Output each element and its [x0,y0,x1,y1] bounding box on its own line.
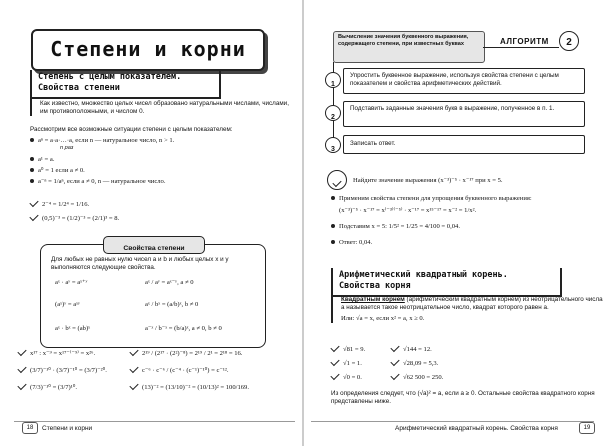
property-5: aˣ · bˣ = (ab)ˣ [55,325,91,332]
step-2 [325,101,590,129]
check-icon [129,381,138,390]
section-header [30,70,221,99]
task-text: Найдите значение выражения (x⁻³)⁻⁵ · x⁻¹⁷ при x = 5. [353,177,503,184]
root-example: √0 = 0. [331,374,362,382]
root-section-header [331,268,562,297]
intro-box [30,98,298,116]
intro-text: Как известно, множество целых чисел образовано натуральными числами, числами, им противоположными, и числом 0. [40,100,289,115]
page-number: 18 [22,422,38,434]
step-box: Подставить заданные значения букв в выражение, полученное в п. 1. [343,101,585,127]
solution-line: Подставим x = 5: 1/5² = 1/25 = 4/100 = 0,04. [331,223,599,231]
step-3 [325,135,590,155]
examples-list [30,201,292,223]
arrow-icon [331,196,335,200]
example-item: (13)⁻² = (13/10)⁻² = (10/13)² = 100/169. [130,384,295,392]
check-icon [390,357,399,366]
algorithm-label: АЛГОРИТМ [500,37,549,46]
chapter-title-box [31,29,265,71]
underbrace-label: n раз [60,145,74,151]
example-item: (3/7)⁻¹⁰ · (3/7)⁻¹⁰ = (3/7)⁻²⁰. [18,367,128,375]
check-icon [17,381,26,390]
check-icon [390,371,399,380]
bottom-examples-right [130,350,295,392]
example-item: x¹⁷ : x⁻⁹ = x¹⁷⁻⁽⁻⁹⁾ = x²⁶. [18,350,128,358]
definition-block [331,296,607,323]
root-example: √1 = 1. [331,360,362,368]
solution [331,195,599,247]
algorithm-heading: Вычисление значения буквенного выражения, содержащего степени, при известных буквах [338,34,469,47]
case-item: aⁿ = a·a·…·a, если n — натуральное число, n > 1. [30,137,292,145]
bullet-icon [30,157,34,161]
step-number-badge: 1 [325,72,341,88]
section-title: Степень с целым показателем. Свойства степени [38,72,182,93]
example-item: (0,5)⁻³ = (1/2)⁻³ = (2/1)³ = 8. [30,215,292,223]
check-icon [330,371,339,380]
check-icon [390,343,399,352]
step-box: Записать ответ. [343,135,585,154]
check-icon [29,198,38,207]
step-box: Упростить буквенное выражение, используя свойства степени с целым показателем и свойства арифметических действий. [343,68,585,94]
check-icon [330,343,339,352]
bullet-icon [30,179,34,183]
check-icon [129,347,138,356]
example-item: 2¹⁹ / (2¹⁷ · (2²)⁻⁸) = 2¹⁹ / 2¹ = 2¹⁸ = 16. [130,350,295,358]
definition-text: Квадратным корнем (арифметическим квадратным корнем) из неотрицательного числа a называется такое неотрицательное число, квадрат которого равен a. [341,296,603,311]
check-icon [17,347,26,356]
property-1: aˣ · aʸ = aˣ⁺ʸ [55,279,88,286]
properties-badge: Свойства степени [103,236,205,254]
page-gutter [302,0,304,446]
page-number: 19 [579,422,595,434]
check-icon [332,178,341,187]
step-1 [325,68,590,96]
footer-rule [14,421,295,422]
properties-intro: Для любых не равных нулю чисел a и b и любых целых x и y выполняются следующие свойства. [51,256,229,271]
bullet-icon [30,138,34,142]
example-item: c⁻⁶ · c⁻⁶ / (c⁻⁴ · (c⁻¹)⁻¹⁰) = c⁻¹². [130,367,295,375]
chapter-title: Степени и корни [50,37,246,61]
property-4: aˣ / bˣ = (a/b)ˣ, b ≠ 0 [145,301,199,308]
bottom-examples-left [18,350,128,392]
case-item: a⁻ⁿ = 1/aⁿ, если a ≠ 0, n — натуральное число. [30,178,292,186]
right-page [305,0,608,446]
root-section-title: Арифметический квадратный корень. Свойства корня [339,270,508,291]
property-3: (aˣ)ʸ = aˣʸ [55,301,80,308]
cases-intro: Рассмотрим все возможные ситуации степени с целым показателем: [30,126,233,133]
footer-text: Степени и корни [42,425,93,432]
arrow-icon [331,240,335,244]
algorithm-number-badge: 2 [559,31,579,51]
check-icon [330,357,339,366]
property-6: a⁻ˣ / b⁻ˣ = (b/a)ˣ, a ≠ 0, b ≠ 0 [145,325,222,332]
check-icon [29,212,38,221]
property-2: aˣ / aʸ = aˣ⁻ʸ, a ≠ 0 [145,279,194,286]
solution-line: Ответ: 0,04. [331,239,599,247]
step-number-badge: 2 [325,105,341,121]
example-item: (7/3)⁻¹⁰ = (3/7)¹⁰. [18,384,128,392]
step-number-badge: 3 [325,137,341,153]
solution-line: Применим свойства степени для упрощения буквенного выражения: [331,195,599,203]
root-example: √81 = 9. [331,346,365,354]
left-page [0,0,303,446]
algorithm-heading-box [333,31,485,63]
check-icon [17,364,26,373]
solution-line: (x⁻³)⁻⁵ · x⁻¹⁷ = x⁽⁻³⁾⁽⁻⁵⁾ · x⁻¹⁷ = x¹⁵⁻¹⁷ = x⁻² = 1/x². [339,207,477,214]
properties-box [40,244,266,348]
root-example: √62 500 = 250. [391,374,443,382]
algorithm-rule [483,47,559,48]
definition-formula: Или: √a = x, если x² = a, x ≥ 0. [341,315,425,322]
footer-rule [311,421,594,422]
task-check-badge [327,170,347,190]
example-item: 2⁻⁴ = 1/2⁴ = 1/16. [30,201,292,209]
root-example: √144 = 12. [391,346,432,354]
root-example: √28,09 = 5,3. [391,360,438,368]
bullet-icon [30,168,34,172]
case-item: a¹ = a. [30,156,292,164]
note-text: Из определения следует, что (√a)² = a, если a ≥ 0. Остальные свойства квадратного корня представлены ниже. [331,390,595,405]
case-item: a⁰ = 1 если a ≠ 0. [30,167,292,175]
footer-text: Арифметический квадратный корень. Свойства корня [395,425,558,432]
cases-list [30,137,292,189]
check-icon [129,364,138,373]
arrow-icon [331,224,335,228]
